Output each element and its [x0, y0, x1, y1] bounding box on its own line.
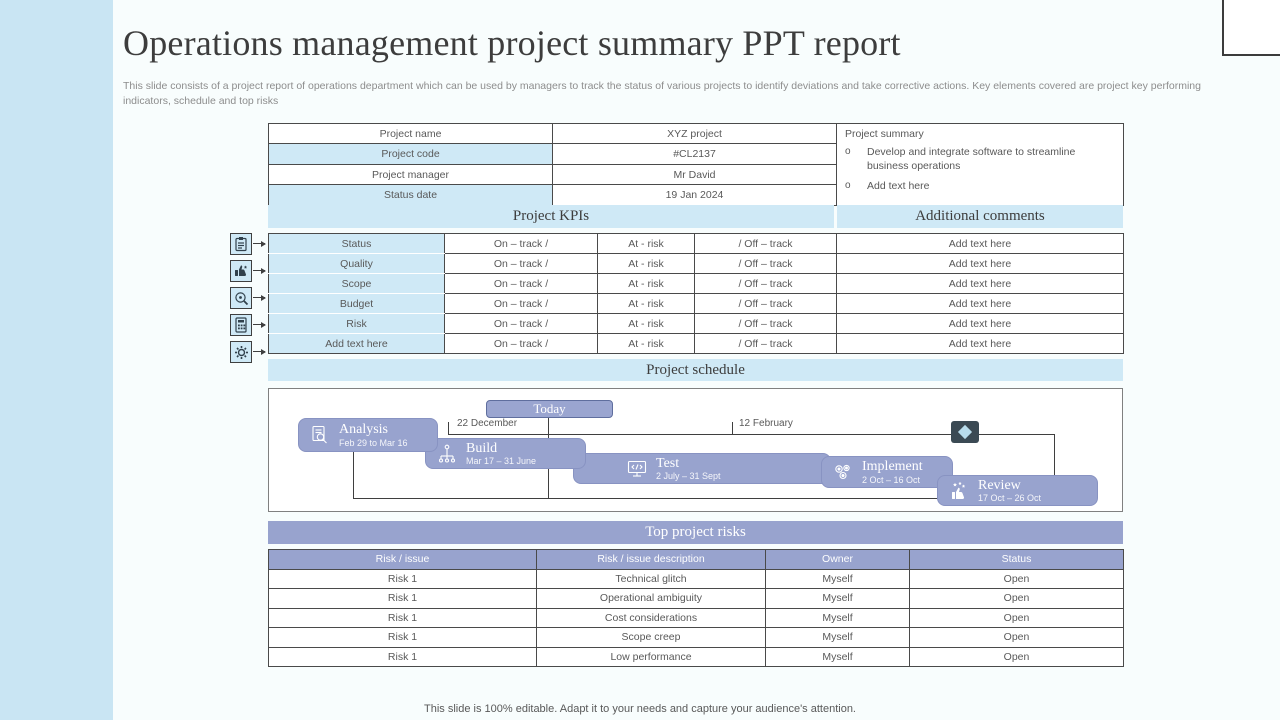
phase-test — [573, 453, 831, 484]
column-header: Risk / issue description — [537, 550, 766, 570]
left-accent-strip — [0, 0, 113, 720]
phase-name: Test — [656, 455, 680, 471]
table-row — [269, 254, 1124, 274]
schedule-section-title: Project schedule — [268, 359, 1123, 381]
bullet-marker: o — [845, 146, 851, 157]
kpi-at-risk: At - risk — [598, 234, 695, 254]
table-row — [269, 628, 1124, 648]
phase-dates: Feb 29 to Mar 16 — [339, 437, 408, 448]
timeline-date-label: 22 December — [457, 418, 518, 429]
info-label: Project name — [269, 124, 553, 144]
project-schedule-chart — [268, 388, 1123, 512]
risk-owner: Myself — [766, 608, 910, 628]
additional-comments-title: Additional comments — [837, 205, 1123, 228]
risk-owner: Myself — [766, 589, 910, 609]
kpi-label: Status — [269, 234, 445, 254]
milestone-diamond-icon — [951, 421, 979, 443]
kpi-comment: Add text here — [837, 274, 1124, 294]
kpi-at-risk: At - risk — [598, 254, 695, 274]
kpi-off-track: / Off – track — [695, 254, 837, 274]
kpi-section-title: Project KPIs — [268, 205, 834, 228]
kpi-on-track: On – track / — [445, 274, 598, 294]
budget-icon — [230, 314, 252, 336]
kpi-label: Budget — [269, 294, 445, 314]
corner-placeholder-box — [1222, 0, 1280, 56]
table-row — [269, 647, 1124, 667]
analysis-icon — [307, 425, 333, 445]
scope-icon — [230, 287, 252, 309]
risk-icon — [230, 341, 252, 363]
kpi-at-risk: At - risk — [598, 314, 695, 334]
table-row — [269, 314, 1124, 334]
phase-implement — [821, 456, 953, 488]
table-row — [269, 589, 1124, 609]
kpi-off-track: / Off – track — [695, 314, 837, 334]
bullet-marker: o — [845, 180, 851, 192]
risk-description: Cost considerations — [537, 608, 766, 628]
timeline-tick — [448, 422, 449, 434]
risk-description: Low performance — [537, 647, 766, 667]
table-row — [269, 608, 1124, 628]
summary-bullet: Develop and integrate software to streamline business operations — [867, 146, 1076, 172]
table-row — [269, 234, 1124, 254]
risk-owner: Myself — [766, 569, 910, 589]
info-value: XYZ project — [553, 124, 837, 144]
kpi-on-track: On – track / — [445, 254, 598, 274]
kpi-off-track: / Off – track — [695, 334, 837, 354]
implement-icon — [830, 462, 856, 482]
phase-name: Analysis — [339, 422, 388, 438]
table-header-row — [269, 550, 1124, 570]
kpi-off-track: / Off – track — [695, 234, 837, 254]
risk-status: Open — [910, 608, 1124, 628]
report-icon — [230, 233, 252, 255]
column-header: Owner — [766, 550, 910, 570]
table-row — [269, 274, 1124, 294]
risk-status: Open — [910, 647, 1124, 667]
table-row — [269, 569, 1124, 589]
rail-arrow — [253, 324, 265, 325]
info-value: 19 Jan 2024 — [553, 185, 837, 206]
kpi-label: Quality — [269, 254, 445, 274]
column-header: Status — [910, 550, 1124, 570]
risks-section-title: Top project risks — [268, 521, 1123, 544]
risks-table — [268, 549, 1124, 667]
risk-status: Open — [910, 569, 1124, 589]
kpi-on-track: On – track / — [445, 334, 598, 354]
table-row — [269, 334, 1124, 354]
kpi-at-risk: At - risk — [598, 274, 695, 294]
test-icon — [624, 459, 650, 479]
kpi-at-risk: At - risk — [598, 334, 695, 354]
risk-issue: Risk 1 — [269, 608, 537, 628]
kpi-header-band — [268, 205, 1123, 228]
risk-issue: Risk 1 — [269, 647, 537, 667]
phase-name: Implement — [862, 459, 923, 475]
kpi-off-track: / Off – track — [695, 274, 837, 294]
info-label: Status date — [269, 185, 553, 206]
risk-issue: Risk 1 — [269, 569, 537, 589]
project-info-table — [268, 123, 1124, 206]
risk-status: Open — [910, 628, 1124, 648]
today-badge: Today — [486, 400, 613, 418]
rail-arrow — [253, 270, 265, 271]
timeline-date-label: 12 February — [739, 418, 793, 429]
risk-issue: Risk 1 — [269, 589, 537, 609]
project-summary-cell — [837, 124, 1124, 206]
rail-arrow — [253, 243, 265, 244]
phase-dates: 17 Oct – 26 Oct — [978, 493, 1042, 504]
risk-owner: Myself — [766, 628, 910, 648]
risk-description: Scope creep — [537, 628, 766, 648]
footer-note: This slide is 100% editable. Adapt it to your needs and capture your audience's attention. — [424, 703, 856, 715]
phase-name: Review — [978, 477, 1021, 493]
kpi-label: Add text here — [269, 334, 445, 354]
phase-analysis — [298, 418, 438, 452]
timeline-tick — [732, 422, 733, 434]
kpi-comment: Add text here — [837, 314, 1124, 334]
kpi-table — [268, 233, 1124, 354]
phase-dates: 2 Oct – 16 Oct — [862, 474, 921, 485]
info-label: Project manager — [269, 164, 553, 184]
risk-owner: Myself — [766, 647, 910, 667]
kpi-comment: Add text here — [837, 294, 1124, 314]
column-header: Risk / issue — [269, 550, 537, 570]
kpi-comment: Add text here — [837, 254, 1124, 274]
list-item — [845, 146, 1115, 173]
info-value: Mr David — [553, 164, 837, 184]
build-icon — [434, 444, 460, 464]
risk-description: Operational ambiguity — [537, 589, 766, 609]
kpi-label: Risk — [269, 314, 445, 334]
slide-description: This slide consists of a project report of operations department which can be used by managers to track the status of various projects to identify deviations and take corrective actions. Key elements covered are project key performing indicators, schedule and top risks — [123, 80, 1201, 108]
summary-bullet: Add text here — [867, 180, 930, 193]
quality-icon — [230, 260, 252, 282]
phase-dates: Mar 17 – 31 June — [466, 456, 537, 467]
list-item — [845, 180, 1115, 194]
phase-name: Build — [466, 440, 498, 456]
risk-issue: Risk 1 — [269, 628, 537, 648]
phase-review — [937, 475, 1098, 506]
table-row — [269, 124, 1124, 144]
risk-status: Open — [910, 589, 1124, 609]
connector-line — [353, 452, 354, 498]
kpi-at-risk: At - risk — [598, 294, 695, 314]
kpi-on-track: On – track / — [445, 294, 598, 314]
rail-arrow — [253, 297, 265, 298]
info-label: Project code — [269, 144, 553, 164]
review-icon — [946, 481, 972, 501]
info-value: #CL2137 — [553, 144, 837, 164]
rail-arrow — [253, 351, 265, 352]
risk-description: Technical glitch — [537, 569, 766, 589]
kpi-comment: Add text here — [837, 234, 1124, 254]
table-row — [269, 294, 1124, 314]
phase-dates: 2 July – 31 Sept — [656, 471, 721, 482]
kpi-comment: Add text here — [837, 334, 1124, 354]
phase-build — [425, 438, 586, 469]
project-summary-title: Project summary — [845, 128, 924, 140]
page-title: Operations management project summary PPT report — [123, 23, 901, 63]
kpi-on-track: On – track / — [445, 314, 598, 334]
kpi-off-track: / Off – track — [695, 294, 837, 314]
kpi-on-track: On – track / — [445, 234, 598, 254]
kpi-label: Scope — [269, 274, 445, 294]
